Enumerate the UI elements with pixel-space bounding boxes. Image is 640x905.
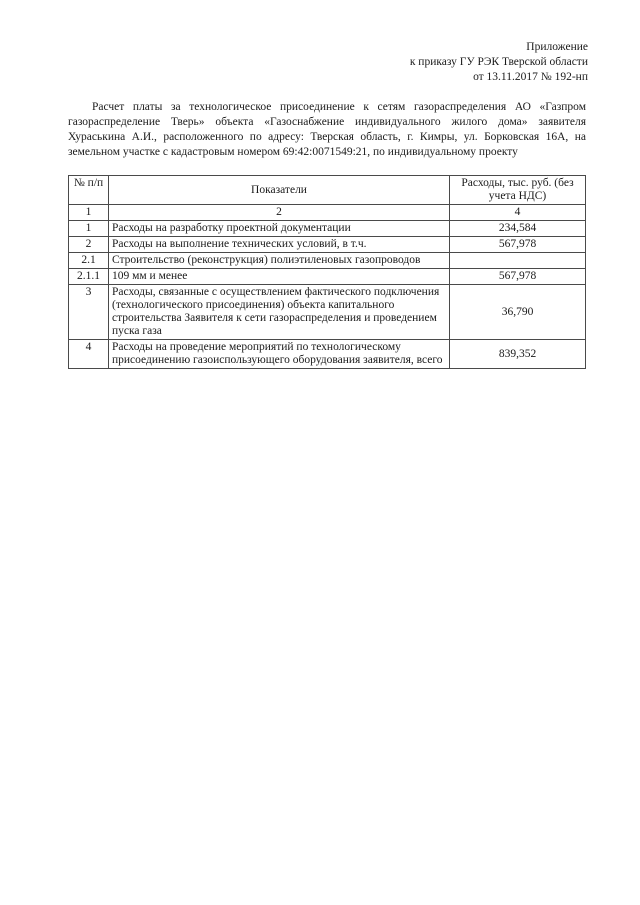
index-cell: 4 bbox=[450, 205, 586, 221]
row-num: 1 bbox=[69, 221, 109, 237]
table-row bbox=[69, 269, 586, 285]
table-row bbox=[69, 340, 586, 369]
index-cell: 1 bbox=[69, 205, 109, 221]
row-text: 109 мм и менее bbox=[109, 269, 450, 285]
row-text: Строительство (реконструкция) полиэтиленовых газопроводов bbox=[109, 253, 450, 269]
table-row bbox=[69, 253, 586, 269]
row-value: 839,352 bbox=[450, 340, 586, 369]
row-num: 2 bbox=[69, 237, 109, 253]
row-value: 234,584 bbox=[450, 221, 586, 237]
cost-table bbox=[68, 175, 586, 369]
appendix-header bbox=[410, 40, 588, 85]
header-indicator: Показатели bbox=[109, 176, 450, 205]
table-row bbox=[69, 221, 586, 237]
row-value: 567,978 bbox=[450, 237, 586, 253]
row-num: 4 bbox=[69, 340, 109, 369]
index-cell: 2 bbox=[109, 205, 450, 221]
intro-paragraph: Расчет платы за технологическое присоединение к сетям газораспределения АО «Газпром газораспределение Тверь» объекта «Газоснабжение индивидуального жилого дома» заявителя Хураськина А.И., расположенного по адресу: Тверская область, г. Кимры, ул. Борковская 16А, на земельном участке с кадастровым номером 69:42:0071549:21, по индивидуальному проекту bbox=[68, 101, 586, 158]
row-text: Расходы на выполнение технических условий, в т.ч. bbox=[109, 237, 450, 253]
row-value: 567,978 bbox=[450, 269, 586, 285]
row-value: 36,790 bbox=[450, 285, 586, 340]
table-header-row bbox=[69, 176, 586, 205]
appendix-date: от 13.11.2017 № 192-нп bbox=[473, 71, 588, 83]
row-num: 2.1 bbox=[69, 253, 109, 269]
table-row bbox=[69, 285, 586, 340]
row-num: 3 bbox=[69, 285, 109, 340]
appendix-order: к приказу ГУ РЭК Тверской области bbox=[409, 56, 588, 68]
appendix-title: Приложение bbox=[526, 41, 588, 53]
table-index-row bbox=[69, 205, 586, 221]
row-value bbox=[450, 253, 586, 269]
row-text: Расходы, связанные с осуществлением фактического подключения (технологического присоединения) объекта капитального строительства Заявителя к сети газораспределения и проведением пуска газа bbox=[109, 285, 450, 340]
header-num: № п/п bbox=[69, 176, 109, 205]
header-cost: Расходы, тыс. руб. (без учета НДС) bbox=[450, 176, 586, 205]
row-num: 2.1.1 bbox=[69, 269, 109, 285]
row-text: Расходы на разработку проектной документации bbox=[109, 221, 450, 237]
table-row bbox=[69, 237, 586, 253]
row-text: Расходы на проведение мероприятий по технологическому присоединению газоиспользующего оборудования заявителя, всего bbox=[109, 340, 450, 369]
